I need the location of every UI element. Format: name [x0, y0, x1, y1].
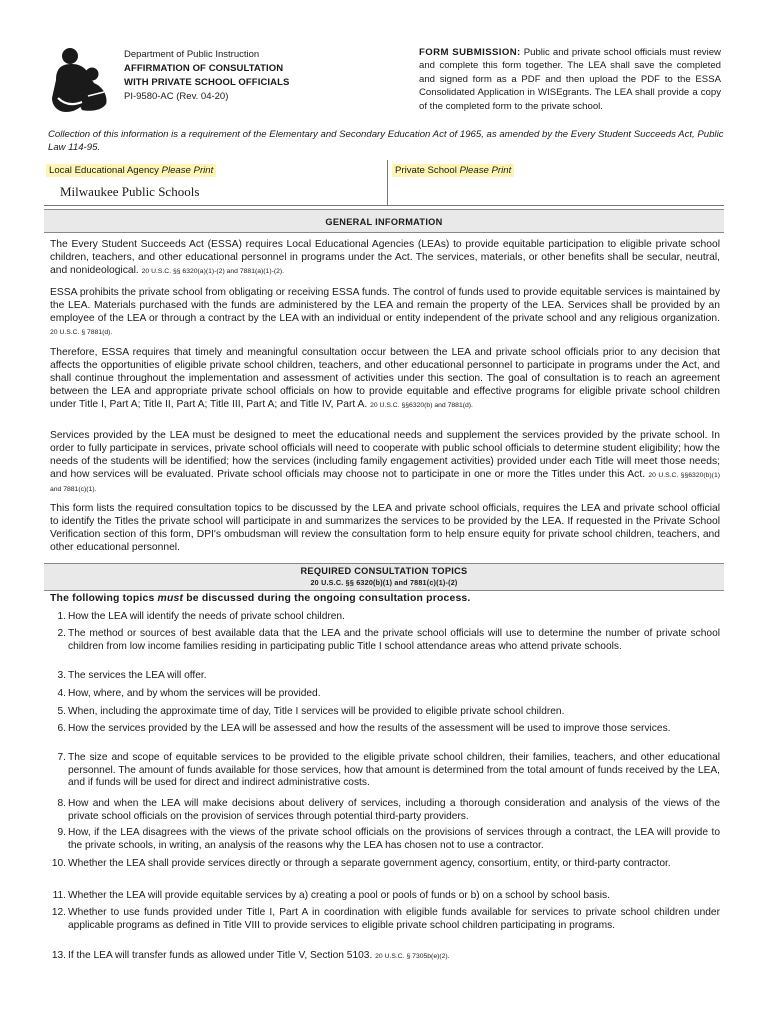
form-title-line1: AFFIRMATION OF CONSULTATION — [124, 63, 284, 74]
private-school-field[interactable] — [388, 160, 514, 178]
topic-list-item — [50, 611, 720, 624]
topic-text: Whether the LEA will provide equitable services by a) creating a pool or pools of funds or b) on a school by school basis. — [68, 890, 610, 901]
legal-citation: 20 U.S.C. § 7305b(e)(2). — [375, 953, 450, 960]
paragraph-text: Services provided by the LEA must be designed to meet the educational needs and supplement the services provided by the private school. In order to fully participate in services, private school officials will need to cooperate with public school officials to determine student eligibility; how the needs of the students will be identified; how the services (including family engagement activities) provided under each Title will meet those needs; and how services will be evaluated. Private school officials may choose not to participate in one or more the Titles under this Act. — [50, 430, 720, 480]
topic-number: 13. — [51, 950, 66, 961]
submission-label: FORM SUBMISSION: — [419, 47, 521, 58]
topic-number: 1. — [57, 611, 66, 622]
paragraph-text: ESSA prohibits the private school from obligating or receiving ESSA funds. The control of funds used to provide equitable services is maintained by the LEA. Materials purchased with the funds are administered by the LEA and remain the property of the LEA. Services shall be provided by an employee of the LEA or through a contract by the LEA with an individual or entity independent of the private school and any religious organization. — [50, 287, 720, 324]
form-number: PI-9580-AC (Rev. 04-20) — [124, 91, 229, 102]
general-paragraph — [50, 286, 720, 339]
general-information-heading: GENERAL INFORMATION — [44, 209, 724, 233]
required-topics-heading — [44, 563, 724, 591]
paragraph-text: The Every Student Succeeds Act (ESSA) requires Local Educational Agencies (LEAs) to provide equitable participation to eligible private school children, teachers, and other educational personnel in programs under the Act. The services, materials, or other benefits shall be secular, neutral, and nonideological. — [50, 239, 720, 276]
topic-text: Whether the LEA shall provide services directly or through a separate government agency, consortium, entity, or third-party contractor. — [68, 858, 671, 869]
topic-text: When, including the approximate time of day, Title I services will be provided to eligible private school children. — [68, 706, 565, 717]
form-submission-note — [419, 46, 721, 113]
topic-list-item — [50, 628, 720, 653]
paragraph-text: Therefore, ESSA requires that timely and meaningful consultation occur between the LEA and private school officials prior to any decision that affects the opportunities of eligible private school children, teachers, and other educational personnel to participate in programs under the Act, and shall continue throughout the implementation and assessment of activities under this section. The goal of consultation is to reach an agreement between the LEA and appropriate private school officials on how to provide equitable and effective programs for eligible private school children under Title I, Part A; Title II, Part A; Title III, Part A; and Title IV, Part A. — [50, 347, 720, 410]
topic-list-item — [50, 907, 720, 932]
general-paragraph — [50, 429, 720, 496]
topic-list-item — [50, 950, 720, 964]
topic-number: 8. — [57, 798, 66, 809]
topic-number: 10. — [51, 858, 66, 869]
form-identity — [124, 48, 354, 104]
topic-list-item — [50, 706, 720, 719]
topic-list-item — [50, 858, 720, 871]
topic-number: 2. — [57, 628, 66, 639]
topic-text: How, if the LEA disagrees with the views of the private school officials on the provisions of services through a contract, the LEA will provide to the private schools, in writing, an analysis of the reasons why the LEA has chosen not to use a contractor. — [68, 827, 720, 851]
topic-number: 3. — [57, 670, 66, 681]
legal-citation: 20 U.S.C. §§6320(b)(1) and 7881(c)(1). — [50, 472, 720, 493]
topic-number: 4. — [57, 688, 66, 699]
legal-citation: 20 U.S.C. §§6320(b) and 7881(d). — [370, 402, 473, 409]
topic-list-item — [50, 890, 720, 903]
topic-list-item — [50, 827, 720, 852]
required-topics-citation: 20 U.S.C. §§ 6320(b)(1) and 7881(c)(1)-(2) — [310, 578, 458, 587]
topic-text: How the LEA will identify the needs of private school children. — [68, 611, 345, 622]
private-school-field-label: Private School Please Print — [392, 164, 514, 177]
topic-number: 7. — [57, 752, 66, 763]
topic-number: 11. — [52, 890, 66, 901]
topic-text: How and when the LEA will make decisions about delivery of services, including a thorough consideration and analysis of the views of the private school officials on the provision of services through potential third-party providers. — [68, 798, 720, 822]
topic-text: If the LEA will transfer funds as allowed under Title V, Section 5103. 20 U.S.C. § 7305b(e)(2). — [68, 950, 450, 961]
topic-list-item — [50, 670, 720, 683]
agency-fields-row — [44, 160, 724, 206]
form-title-line2: WITH PRIVATE SCHOOL OFFICIALS — [124, 77, 290, 88]
topic-list-item — [50, 752, 720, 790]
required-topics-intro: The following topics must be discussed during the ongoing consultation process. — [50, 593, 471, 604]
topic-text: The size and scope of equitable services to be provided to the eligible private school children, their families, teachers, and other educational personnel. The amount of funds available for those services, how that amount is determined from the total amount of funds received by the LEA, and if funds will be used for direct and indirect administrative costs. — [68, 752, 720, 789]
submission-text: Public and private school officials must review and complete this form together. The LEA shall save the completed and signed form as a PDF and then upload the PDF to the ESSA Consolidated Application in WISEgrants. The LEA shall provide a copy of the completed form to the private school. — [419, 47, 721, 112]
general-paragraph — [50, 346, 720, 412]
lea-field[interactable] — [44, 160, 388, 206]
topic-number: 5. — [57, 706, 66, 717]
topic-number: 12. — [51, 907, 66, 918]
collection-notice: Collection of this information is a requirement of the Elementary and Secondary Education Act of 1965, as amended by the Every Student Succeeds Act, Public Law 114-95. — [48, 129, 724, 153]
topic-text: The method or sources of best available data that the LEA and the private school officials will use to determine the number of private school children from low income families residing in participating public Title I school attendance areas who attend private schools. — [68, 628, 720, 652]
topic-text: Whether to use funds provided under Title I, Part A in coordination with eligible funds available for services to private school children under applicable programs as defined in Title VIII to provide services to eligible private school children participating in programs. — [68, 907, 720, 931]
topic-number: 6. — [57, 723, 66, 734]
general-paragraph — [50, 502, 720, 554]
topic-text: How, where, and by whom the services will be provided. — [68, 688, 321, 699]
general-paragraph — [50, 238, 720, 278]
department-name: Department of Public Instruction — [124, 49, 260, 60]
topic-text: How the services provided by the LEA will be assessed and how the results of the assessment will be used to improve those services. — [68, 723, 671, 734]
topic-number: 9. — [57, 827, 66, 838]
topic-list-item — [50, 688, 720, 701]
lea-field-label: Local Educational Agency Please Print — [46, 164, 216, 177]
legal-citation: 20 U.S.C. §§ 6320(a)(1)-(2) and 7881(a)(1)-(2). — [141, 268, 285, 275]
legal-citation: 20 U.S.C. § 7881(d). — [50, 329, 113, 336]
required-topics-title: REQUIRED CONSULTATION TOPICS — [300, 566, 468, 576]
paragraph-text: This form lists the required consultation topics to be discussed by the LEA and private school officials, requires the LEA and private school official to identify the Titles the private school will participate in and summarizes the services to be provided by the LEA. If requested in the Private School Verification section of this form, DPI's ombudsman will review the consultation form to help ensure equity for private school children, teachers, and other educational personnel. — [50, 503, 720, 553]
dpi-logo-icon — [48, 46, 114, 116]
topic-text: The services the LEA will offer. — [68, 670, 207, 681]
topic-list-item — [50, 798, 720, 823]
topic-list-item — [50, 723, 720, 736]
lea-field-value[interactable]: Milwaukee Public Schools — [60, 184, 200, 199]
